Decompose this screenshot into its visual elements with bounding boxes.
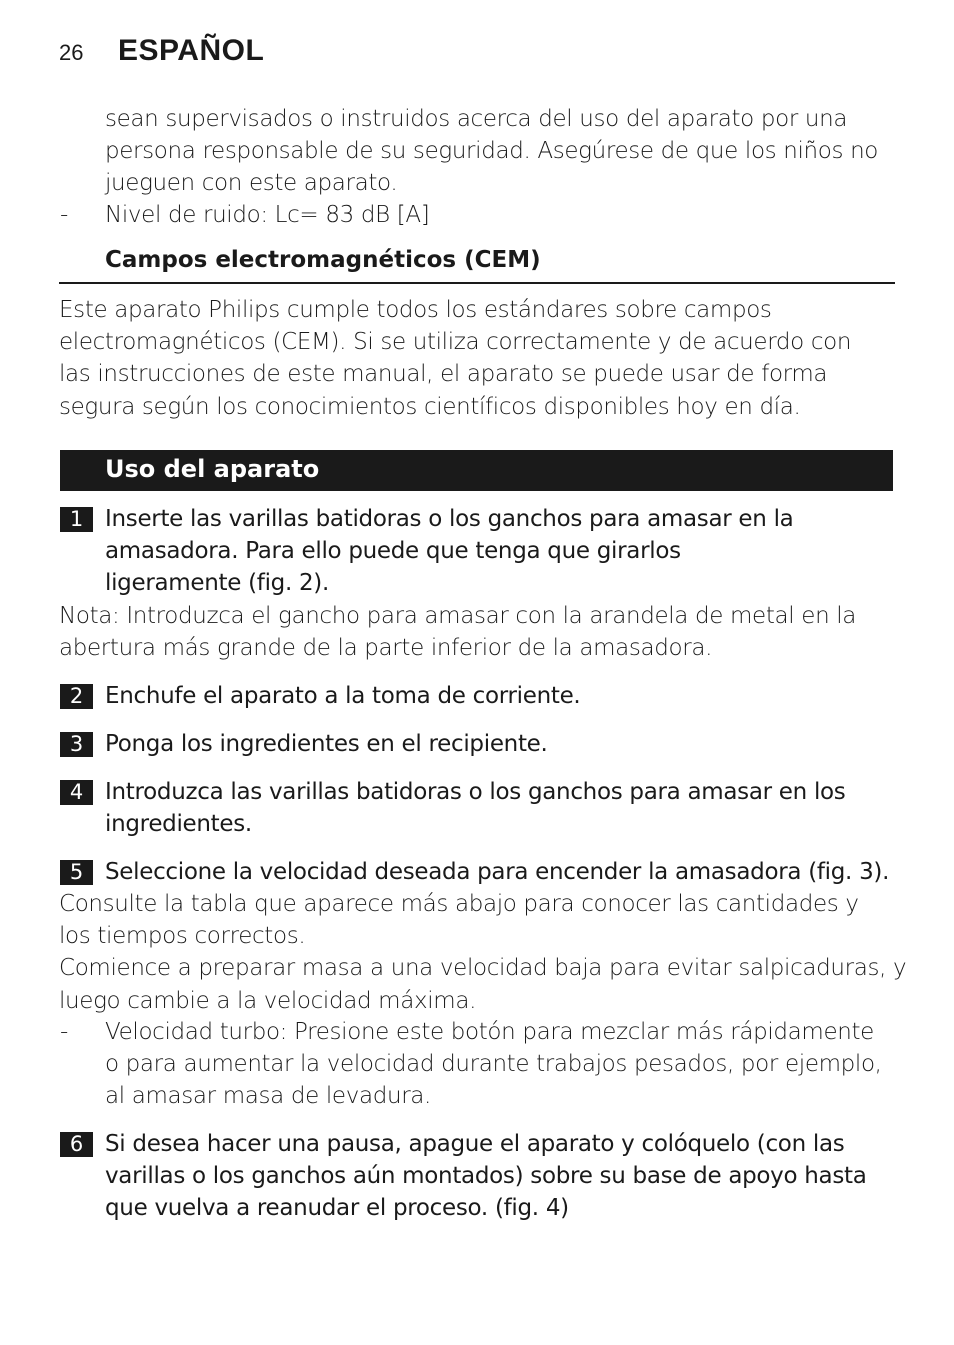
- step-number-badge: 2: [60, 684, 93, 709]
- step-number-badge: 5: [60, 860, 93, 885]
- turbo-item: [105, 1016, 882, 1113]
- language-title: ESPAÑOL: [118, 34, 265, 67]
- text-line: ingredientes.: [105, 811, 252, 838]
- text-line: o para aumentar la velocidad durante trabajos pesados, por ejemplo,: [105, 1051, 882, 1078]
- text-line: ligeramente (fig. 2).: [105, 570, 329, 597]
- step-5-info: [59, 888, 906, 1017]
- step-number-badge: 3: [60, 732, 93, 757]
- text-line: varillas o los ganchos aún montados) sobre su base de apoyo hasta: [105, 1163, 867, 1190]
- note-paragraph: [59, 600, 856, 664]
- text-line: abertura más grande de la parte inferior de la amasadora.: [59, 635, 713, 662]
- step-number-badge: 4: [60, 780, 93, 805]
- step-number-badge: 1: [60, 507, 93, 532]
- step-1-text: [105, 503, 793, 600]
- step-2-text: [105, 680, 580, 712]
- section-title: Uso del aparato: [105, 455, 320, 483]
- text-line: Nota: Introduzca el gancho para amasar con la arandela de metal en la: [59, 603, 857, 629]
- text-line: sean supervisados o instruidos acerca del uso del aparato por una: [105, 106, 848, 132]
- text-line: persona responsable de su seguridad. Asegúrese de que los niños no: [105, 138, 879, 165]
- text-line: segura según los conocimientos científicos disponibles hoy en día.: [59, 393, 801, 420]
- list-dash: -: [60, 1019, 69, 1045]
- text-line: las instrucciones de este manual, el aparato se puede usar de forma: [59, 361, 828, 388]
- text-line: Consulte la tabla que aparece más abajo para conocer las cantidades y: [59, 891, 859, 917]
- noise-level-item: [105, 199, 429, 231]
- heading-rule: [59, 282, 895, 284]
- text-line: que vuelva a reanudar el proceso. (fig. 4): [105, 1195, 569, 1222]
- intro-continuation: [105, 103, 878, 200]
- text-line: Ponga los ingredientes en el recipiente.: [105, 731, 548, 757]
- text-line: al amasar masa de levadura.: [105, 1083, 432, 1110]
- step-5-text: [105, 856, 889, 888]
- text-line: Nivel de ruido: Lc= 83 dB [A]: [105, 202, 430, 228]
- text-line: Seleccione la velocidad deseada para encender la amasadora (fig. 3).: [105, 859, 890, 885]
- step-number-badge: 6: [60, 1132, 93, 1157]
- text-line: Enchufe el aparato a la toma de corriente.: [105, 683, 581, 709]
- text-line: electromagnéticos (CEM). Si se utiliza correctamente y de acuerdo con: [59, 329, 852, 356]
- text-line: amasadora. Para ello puede que tenga que girarlos: [105, 538, 681, 565]
- text-line: Velocidad turbo: Presione este botón para mezclar más rápidamente: [105, 1019, 874, 1045]
- list-dash: -: [60, 202, 69, 228]
- text-line: Inserte las varillas batidoras o los ganchos para amasar en la: [105, 506, 794, 532]
- text-line: Este aparato Philips cumple todos los estándares sobre campos: [59, 297, 772, 323]
- step-3-text: [105, 728, 548, 760]
- text-line: Comience a preparar masa a una velocidad baja para evitar salpicaduras, y: [59, 955, 907, 982]
- text-line: luego cambie a la velocidad máxima.: [59, 987, 477, 1014]
- text-line: los tiempos correctos.: [59, 923, 306, 950]
- text-line: Introduzca las varillas batidoras o los ganchos para amasar en los: [105, 779, 846, 805]
- emf-paragraph: [59, 294, 851, 423]
- page-number: 26: [59, 40, 84, 65]
- text-line: Si desea hacer una pausa, apague el aparato y colóquelo (con las: [105, 1131, 845, 1157]
- emf-heading: Campos electromagnéticos (CEM): [105, 247, 541, 273]
- text-line: jueguen con este aparato.: [105, 170, 398, 197]
- step-4-text: [105, 776, 846, 840]
- step-6-text: [105, 1128, 867, 1225]
